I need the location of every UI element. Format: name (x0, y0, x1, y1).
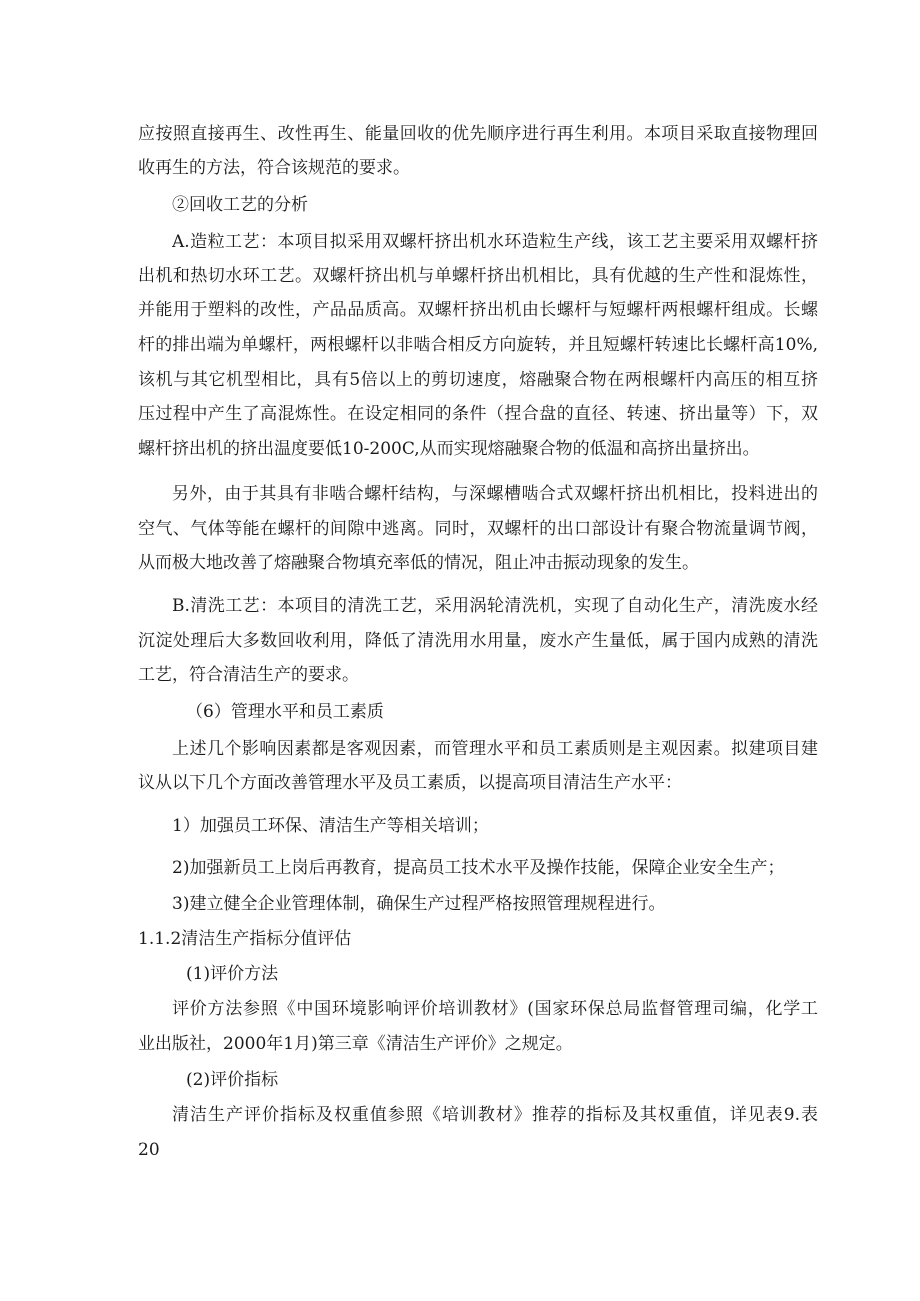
list-item: 1）加强员工环保、清洁生产等相关培训； (172, 816, 489, 836)
paragraph-line: 沉淀处理后大多数回收利用，降低了清洗用水用量，废水产生量低，属于国内成熟的清洗 (138, 631, 818, 651)
paragraph-line: 议从以下几个方面改善管理水平及员工素质，以提高项目清洁生产水平： (138, 773, 682, 793)
paragraph-line: 压过程中产生了高混炼性。在设定相同的条件（捏合盘的直径、转速、挤出量等）下，双 (138, 404, 818, 424)
paragraph-line: 杆的排出端为单螺杆，两根螺杆以非啮合相反方向旋转，并且短螺杆转速比长螺杆高10%, (138, 335, 818, 355)
paragraph-line: 工艺，符合清洁生产的要求。 (138, 665, 359, 685)
paragraph-line: 应按照直接再生、改性再生、能量回收的优先顺序进行再生利用。本项目采取直接物理回 (138, 124, 818, 144)
list-item: 2)加强新员工上岗后再教育，提高员工技术水平及操作技能，保障企业安全生产； (172, 858, 785, 878)
paragraph-line: 另外，由于其具有非啮合螺杆结构，与深螺槽啮合式双螺杆挤出机相比，投料进出的 (172, 484, 818, 504)
paragraph-line: 清洁生产评价指标及权重值参照《培训教材》推荐的指标及其权重值，详见表9.表 (172, 1105, 818, 1125)
paragraph-line: B.清洗工艺：本项目的清洗工艺，采用涡轮清洗机，实现了自动化生产，清洗废水经 (172, 596, 818, 616)
subsection-heading-method: (1)评价方法 (186, 964, 279, 984)
paragraph-line: 该机与其它机型相比，具有5倍以上的剪切速度，熔融聚合物在两根螺杆内高压的相互挤 (138, 370, 818, 390)
paragraph-line: 空气、气体等能在螺杆的间隙中逃离。同时，双螺杆的出口部设计有聚合物流量调节阀， (138, 519, 818, 539)
paragraph-line: 上述几个影响因素都是客观因素，而管理水平和员工素质则是主观因素。拟建项目建 (172, 739, 818, 759)
section-heading-management: （6）管理水平和员工素质 (186, 702, 384, 722)
paragraph-line: 螺杆挤出机的挤出温度要低10-200C,从而实现熔融聚合物的低温和高挤出量挤出。 (138, 439, 760, 459)
paragraph-line: 从而极大地改善了熔融聚合物填充率低的情况，阻止冲击振动现象的发生。 (138, 553, 699, 573)
section-heading-1-1-2: 1.1.2清洁生产指标分值评估 (138, 929, 352, 949)
paragraph-line: 收再生的方法，符合该规范的要求。 (138, 158, 410, 178)
list-item: 3)建立健全企业管理体制，确保生产过程严格按照管理规程进行。 (172, 894, 666, 914)
paragraph-line: A.造粒工艺：本项目拟采用双螺杆挤出机水环造粒生产线，该工艺主要采用双螺杆挤 (172, 232, 818, 252)
paragraph-line: 评价方法参照《中国环境影响评价培训教材》(国家环保总局监督管理司编，化学工 (172, 999, 818, 1019)
paragraph-line: 出机和热切水环工艺。双螺杆挤出机与单螺杆挤出机相比，具有优越的生产性和混炼性， (138, 266, 818, 286)
paragraph-line: 业出版社，2000年1月)第三章《清洁生产评价》之规定。 (138, 1034, 573, 1054)
paragraph-line: 20 (138, 1140, 160, 1160)
section-heading-recycling-process: ②回收工艺的分析 (172, 195, 308, 215)
paragraph-line: 并能用于塑料的改性，产品品质高。双螺杆挤出机由长螺杆与短螺杆两根螺杆组成。长螺 (138, 300, 818, 320)
subsection-heading-index: (2)评价指标 (186, 1070, 279, 1090)
